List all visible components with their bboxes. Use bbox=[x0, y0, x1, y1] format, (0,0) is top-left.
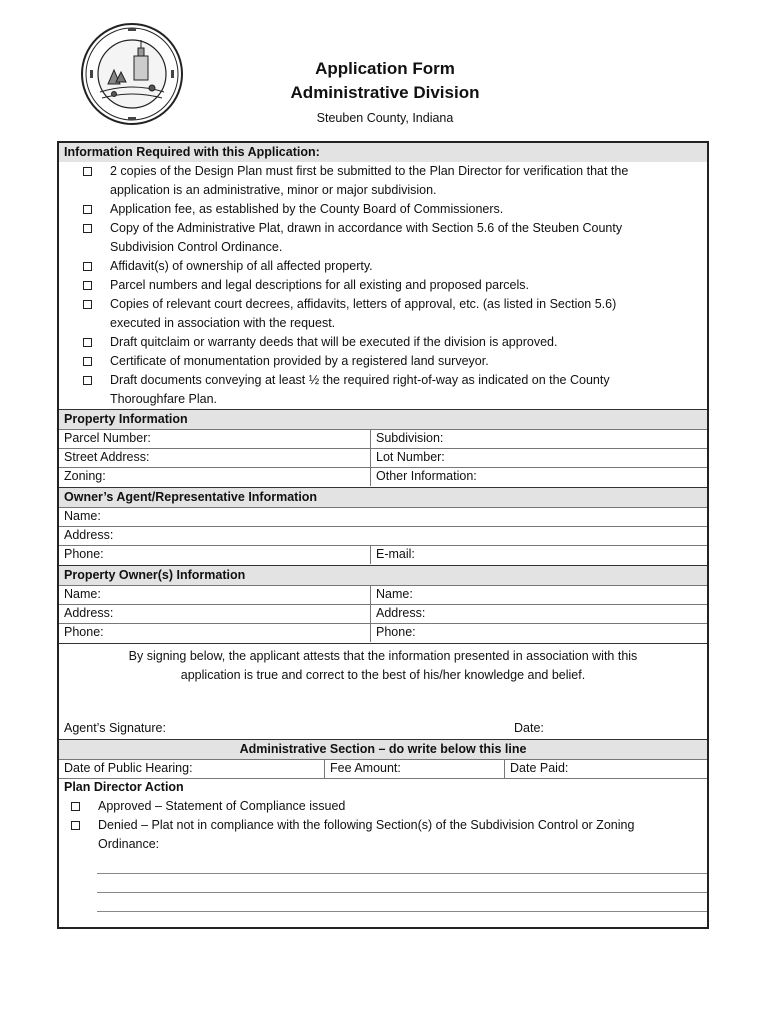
requirement-item: Draft documents conveying at least ½ the required right-of-way as indicated on the County Thoroughfare Plan. bbox=[83, 371, 695, 409]
form-location: Steuben County, Indiana bbox=[316, 111, 454, 125]
owner-1-address-field[interactable]: Address: bbox=[59, 604, 371, 623]
owner-1-phone-field[interactable]: Phone: bbox=[59, 623, 371, 642]
owners-name-row bbox=[59, 585, 707, 604]
owners-phone-row bbox=[59, 623, 707, 642]
admin-fee-row bbox=[59, 759, 707, 778]
checkbox-icon[interactable] bbox=[83, 300, 92, 309]
form-title: Application Form bbox=[315, 59, 455, 78]
date-paid-field[interactable]: Date Paid: bbox=[510, 761, 569, 775]
public-hearing-date-field[interactable]: Date of Public Hearing: bbox=[59, 759, 325, 778]
denial-sections-line[interactable] bbox=[97, 911, 707, 912]
checkbox-icon[interactable] bbox=[83, 376, 92, 385]
agent-address-row bbox=[59, 526, 707, 545]
owner-2-phone-field[interactable]: Phone: bbox=[376, 625, 416, 639]
approved-option[interactable]: Approved – Statement of Compliance issued bbox=[71, 797, 695, 816]
agent-signature-field[interactable]: Agent’s Signature: bbox=[64, 721, 166, 735]
denied-option[interactable]: Denied – Plat not in compliance with the following Section(s) of the Subdivision Control or Zoning Ordinance: bbox=[71, 816, 695, 854]
requirement-item: Certificate of monumentation provided by a registered land surveyor. bbox=[83, 352, 695, 371]
fee-amount-field[interactable]: Fee Amount: bbox=[325, 759, 505, 778]
checkbox-icon[interactable] bbox=[83, 338, 92, 347]
owner-2-name-field[interactable]: Name: bbox=[376, 587, 413, 601]
other-information-field[interactable]: Other Information: bbox=[376, 469, 477, 483]
property-row-1 bbox=[59, 429, 707, 448]
agent-phone-field[interactable]: Phone: bbox=[59, 545, 371, 564]
owner-2-address-field[interactable]: Address: bbox=[376, 606, 426, 620]
checkbox-icon[interactable] bbox=[83, 167, 92, 176]
agent-name-row bbox=[59, 507, 707, 526]
owner-1-name-field[interactable]: Name: bbox=[59, 585, 371, 604]
agent-phone-row bbox=[59, 545, 707, 564]
checkbox-icon[interactable] bbox=[71, 821, 80, 830]
denial-sections-line[interactable] bbox=[97, 892, 707, 893]
checkbox-icon[interactable] bbox=[71, 802, 80, 811]
agent-heading: Owner’s Agent/Representative Information bbox=[59, 488, 707, 507]
denial-sections-line[interactable] bbox=[97, 873, 707, 874]
plan-director-action-heading: Plan Director Action bbox=[64, 780, 184, 794]
checkbox-icon[interactable] bbox=[83, 357, 92, 366]
checkbox-icon[interactable] bbox=[83, 262, 92, 271]
agent-name-field[interactable]: Name: bbox=[64, 509, 101, 523]
property-row-3 bbox=[59, 467, 707, 486]
requirements-list bbox=[83, 162, 695, 409]
checkbox-icon[interactable] bbox=[83, 205, 92, 214]
requirement-item: Application fee, as established by the County Board of Commissioners. bbox=[83, 200, 695, 219]
agent-email-field[interactable]: E-mail: bbox=[376, 547, 415, 561]
requirement-item: Parcel numbers and legal descriptions for all existing and proposed parcels. bbox=[83, 276, 695, 295]
lot-number-field[interactable]: Lot Number: bbox=[376, 450, 445, 464]
form-subtitle: Administrative Division bbox=[290, 83, 480, 102]
form-header bbox=[0, 57, 770, 129]
owners-address-row bbox=[59, 604, 707, 623]
signature-row bbox=[59, 719, 707, 738]
application-form bbox=[57, 141, 709, 929]
requirement-item: Affidavit(s) of ownership of all affected property. bbox=[83, 257, 695, 276]
property-heading: Property Information bbox=[59, 410, 707, 429]
parcel-number-field[interactable]: Parcel Number: bbox=[59, 429, 371, 448]
requirement-item: Draft quitclaim or warranty deeds that will be executed if the division is approved. bbox=[83, 333, 695, 352]
zoning-field[interactable]: Zoning: bbox=[59, 467, 371, 486]
owners-heading: Property Owner(s) Information bbox=[59, 566, 707, 585]
property-row-2 bbox=[59, 448, 707, 467]
subdivision-field[interactable]: Subdivision: bbox=[376, 431, 444, 445]
agent-address-field[interactable]: Address: bbox=[64, 528, 114, 542]
requirements-heading: Information Required with this Application: bbox=[59, 143, 707, 162]
requirement-item: Copies of relevant court decrees, affidavits, letters of approval, etc. (as listed in Section 5.6) executed in association with the request. bbox=[83, 295, 695, 333]
attestation-text: By signing below, the applicant attests that the information presented in association with this application is true and correct to the best of his/her knowledge and belief. bbox=[128, 649, 638, 682]
requirement-item: Copy of the Administrative Plat, drawn in accordance with Section 5.6 of the Steuben County Subdivision Control Ordinance. bbox=[83, 219, 695, 257]
signature-date-field[interactable]: Date: bbox=[514, 721, 544, 735]
street-address-field[interactable]: Street Address: bbox=[59, 448, 371, 467]
requirement-item: 2 copies of the Design Plan must first be submitted to the Plan Director for verification that the application is an administrative, minor or major subdivision. bbox=[83, 162, 695, 200]
plan-director-options bbox=[71, 797, 695, 854]
checkbox-icon[interactable] bbox=[83, 224, 92, 233]
admin-heading: Administrative Section – do write below this line bbox=[59, 740, 707, 759]
checkbox-icon[interactable] bbox=[83, 281, 92, 290]
